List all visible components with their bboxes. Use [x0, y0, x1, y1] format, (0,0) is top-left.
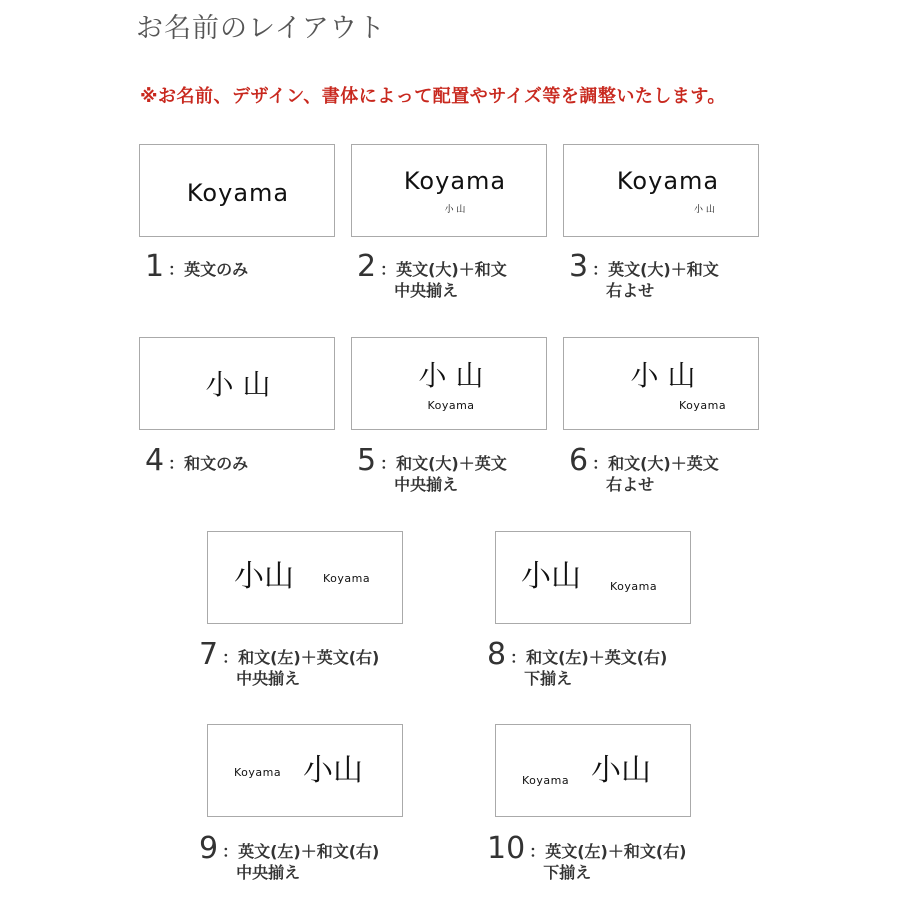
preview-name-jp: 小山: [521, 559, 581, 594]
preview-name-en: Koyama: [427, 399, 475, 412]
option-number: 7: [199, 637, 219, 672]
option-description: ：英文(大)＋和文: [592, 260, 719, 279]
option-number: 8: [487, 637, 507, 672]
layout-option-9-caption: [199, 831, 380, 883]
layout-option-10-preview[interactable]: [495, 724, 691, 817]
layout-option-1-caption: [145, 249, 249, 284]
option-number: 3: [569, 249, 589, 284]
preview-name-jp: 小 山: [630, 359, 696, 392]
preview-name-en: Koyama: [323, 572, 371, 585]
preview-name-jp: 小 山: [694, 205, 715, 215]
preview-name-en: Koyama: [522, 774, 570, 787]
preview-name-jp: 小山: [234, 559, 294, 594]
option-alignment: 中央揃え: [236, 863, 301, 882]
option-alignment: 中央揃え: [394, 281, 459, 300]
option-description: ：和文(大)＋英文: [592, 454, 719, 473]
layout-option-7-preview[interactable]: [207, 531, 403, 624]
layout-option-5-caption: [357, 443, 507, 495]
option-number: 1: [145, 249, 165, 284]
layout-option-9-preview[interactable]: [207, 724, 403, 817]
option-description: ：和文のみ: [168, 454, 249, 473]
layout-option-6-caption: [569, 443, 719, 495]
option-number: 5: [357, 443, 377, 478]
preview-name-en: Koyama: [234, 766, 282, 779]
option-alignment: 右よせ: [606, 281, 655, 300]
option-number: 2: [357, 249, 377, 284]
option-description: ：英文(左)＋和文(右): [222, 842, 380, 861]
option-number: 6: [569, 443, 589, 478]
preview-name-en: Koyama: [186, 179, 290, 207]
option-alignment: 下揃え: [543, 863, 592, 882]
option-number: 4: [145, 443, 165, 478]
option-number: 9: [199, 831, 219, 866]
layout-option-8-caption: [487, 637, 668, 689]
layout-option-8-preview[interactable]: [495, 531, 691, 624]
option-description: ：和文(大)＋英文: [380, 454, 507, 473]
option-alignment: 中央揃え: [394, 475, 459, 494]
preview-name-jp: 小 山: [444, 205, 466, 215]
option-description: ：和文(左)＋英文(右): [510, 648, 668, 667]
preview-name-en: Koyama: [679, 399, 727, 412]
preview-name-en: Koyama: [616, 167, 720, 195]
option-description: ：和文(左)＋英文(右): [222, 648, 380, 667]
preview-name-jp: 小山: [303, 753, 363, 788]
option-alignment: 右よせ: [606, 475, 655, 494]
layout-option-3-caption: [569, 249, 719, 301]
layout-option-6-preview[interactable]: [563, 337, 759, 430]
option-alignment: 中央揃え: [236, 669, 301, 688]
page-title: お名前のレイアウト: [136, 13, 386, 44]
option-alignment: 下揃え: [524, 669, 573, 688]
layout-option-7-caption: [199, 637, 380, 689]
option-description: ：英文(大)＋和文: [380, 260, 507, 279]
option-description: ：英文(左)＋和文(右): [529, 842, 687, 861]
preview-name-jp: 小 山: [205, 368, 271, 401]
preview-name-jp: 小山: [591, 753, 651, 788]
preview-name-jp: 小 山: [418, 359, 484, 392]
layout-option-2-caption: [357, 249, 507, 301]
layout-option-2-preview[interactable]: [351, 144, 547, 237]
layout-option-4-preview[interactable]: [139, 337, 335, 430]
adjustment-note: ※お名前、デザイン、書体によって配置やサイズ等を調整いたします。: [140, 86, 726, 107]
layout-option-4-caption: [145, 443, 249, 478]
preview-name-en: Koyama: [403, 167, 507, 195]
preview-name-en: Koyama: [610, 580, 658, 593]
layout-option-5-preview[interactable]: [351, 337, 547, 430]
layout-option-10-caption: [487, 831, 687, 883]
layout-option-1-preview[interactable]: [139, 144, 335, 237]
option-number: 10: [487, 831, 526, 866]
option-description: ：英文のみ: [168, 260, 249, 279]
layout-option-3-preview[interactable]: [563, 144, 759, 237]
